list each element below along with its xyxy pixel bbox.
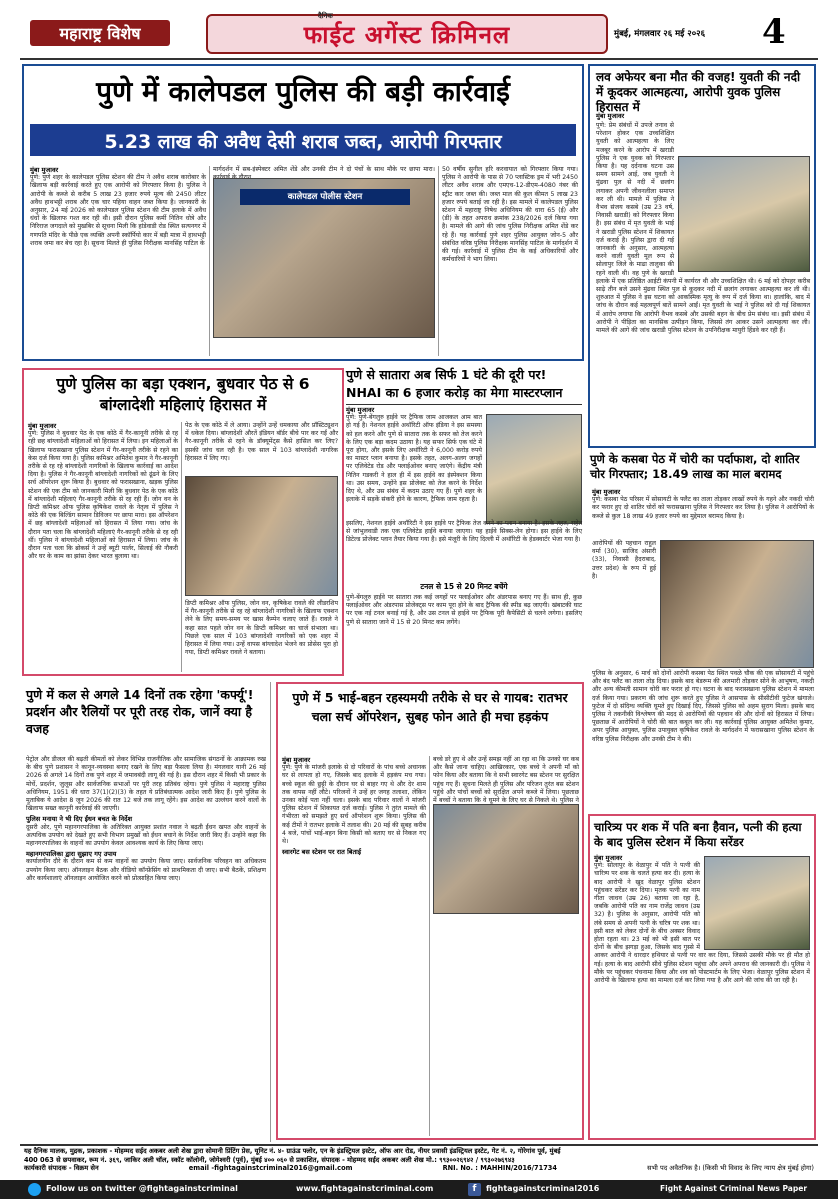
rni-number: RNI. No. : MAHHIN/2016/71734: [442, 1164, 557, 1173]
story5-intro: [592, 488, 814, 538]
story6-byline: मुंबा मुजावर: [594, 854, 623, 862]
story7-subhead2: महानगरपालिका द्वारा सुझाए गए उपाय: [26, 850, 117, 859]
story1-subhead: 5.23 लाख की अवैध देसी शराब जब्त, आरोपी गिरफ्तार: [104, 131, 502, 153]
dateline: मुंबई, मंगलवार २६ मई २०२६: [614, 29, 705, 39]
paper-name: फाईट अगेंस्ट क्रिमिनल: [303, 21, 511, 49]
story4-body-text: पुणे: प्रेम संबंधों में उपजे तनाव से परेशान होकर एक उच्चशिक्षित युवती को आत्महत्या के लिए मजबूर करने के आरोप में खराडी पुलिस ने एक युवक को गिरफ्तार किया है। यह दर्दनाक घटना उस समय सामने आई, जब युवती ने मुंढवा पुल से नदी में छलांग लगाकर अपनी जीवनलीला समाप्त कर ली थी। मामले में पुलिस ने वैभव संजय कसबे (उम्र 23 वर्ष, निवासी खराडी) को गिरफ्तार किया है। इस संबंध में मृत युवती के भाई ने खराडी पुलिस स्टेशन में शिकायत दर्ज कराई है। पुलिस द्वारा दी गई जानकारी के अनुसार, आत्महत्या करने वाली युवती मूल रूप से सोलापुर जिले के माढा तालुका की रहने वाली थी। वह पुणे के खराडी इलाके में एक प्रतिष्ठित आईटी कंपनी में कार्यरत थी और उच्चशिक्षित थी। 6 मई को दोपहर करीब साढ़े तीन बजे उसने मुंढवा स्थित पुल से कूदकर नदी में छलांग लगाकर आत्महत्या कर ली थी। शुरुआत में पुलिस ने इस घटना को आकस्मिक मृत्यु के रूप में दर्ज किया था। हालांकि, बाद में जांच के दौरान कई महत्वपूर्ण बातें सामने आईं। मृत युवती के भाई ने पुलिस को दी गई शिकायत में आरोप लगाया कि आरोपी वैभव कसबे और उसकी बहन के बीच प्रेम संबंध था। इसी संबंध में आरोपी ने पीड़िता का मानसिक उत्पीड़न किया, जिससे तंग आकर उसने आत्महत्या कर ली। मामले की आगे की जांच खराडी पुलिस स्टेशन के उपनिरीक्षक मायुरी हिंडवे कर रही हैं।: [596, 122, 810, 335]
story7-rule: [270, 682, 271, 1142]
story1-col1-text: पुणे: पुणे शहर के कालेपडल पुलिस स्टेशन की टीम ने अवैध शराब कारोबार के खिलाफ बड़ी कार्रवाई करते हुए एक आरोपी को गिरफ्तार किया है। पुलिस ने आरोपी के कब्जे से करीब 5 लाख 23 हजार रुपये मूल्य की 2450 लीटर अवैध हाथभट्टी शराब और एक चार पहिया वाहन जब्त किया है। जानकारी के अनुसार, 24 मई 2026 को कालेपडल पुलिस स्टेशन की टीम इलाके में अवैध धंधों के खिलाफ गश्त कर रही थी। इसी दौरान पुलिस कर्मी नितिन धोत्रे और निरिराज जगदाले को मुखबिर से सूचना मिली कि हांडेवाडी रोड स्थित सत्यनगर में गणपति मंदिर के पीछे एक व्यक्ति अपनी स्कॉर्पियो कार में बड़ी मात्रा में हाथभट्टी शराब जमा कर बेच रहा है। सूचना मिलते ही पुलिस निरीक्षक मानसिंह पाटिल के: [30, 174, 206, 247]
website-link[interactable]: www.fightagainstcriminal.com: [296, 1184, 434, 1193]
page-number: 4: [762, 12, 786, 52]
story6-headline: चारित्र्य पर शक में पति बना हैवान, पत्नी की हत्या के बाद पुलिस स्टेशन में किया सरेंडर: [594, 820, 802, 849]
imprint-line3: [24, 1164, 814, 1173]
email-text: email -fightagainstcriminal2016@gmail.com: [188, 1164, 353, 1173]
story2-col1: [28, 422, 178, 672]
story8-headline: पुणे में 5 भाई-बहन रहस्यमयी तरीके से घर से गायब: रातभर चला सर्च ऑपरेशन, सुबह फोन आते ही मचा हड़कंप: [292, 690, 568, 724]
imprint-line2: 400 063 से छपवाकर, रूम नं. ३६९, जाकिर अली चॉल, स्कॉट कॉलोनी, जोगेश्वरी (पूर्व), मुंबई ४०० ०६० से प्रकाशित, संपादक - मोहम्मद सईद अकबर अली शेख मो.: ९९३००२६९४२ / ९९३०२७६९४३: [24, 1155, 515, 1164]
story7-body2: दूसरी ओर, पुणे महानगरपालिका के अतिरिक्त आयुक्त प्रशांत नवाल ने बढ़ती ईंधन खपत और वाहनों के अत्यधिक उपयोग को देखते हुए सभी विभाग प्रमुखों को ईंधन बचाने के निर्देश जारी किए हैं। उन्होंने कहा कि महानगरपालिका के वाहनों का उपयोग केवल आवश्यक कार्य के लिए किया जाए।: [26, 823, 266, 848]
story5-headline: पुणे के कसबा पेठ में चोरी का पर्दाफाश, दो शातिर चोर गिरफ्तार; 18.49 लाख का माल बरामद: [590, 452, 800, 481]
story8-rule: [429, 756, 430, 1136]
pre-title: दैनिक: [318, 12, 333, 20]
footer-tagline: Fight Against Criminal News Paper: [660, 1184, 808, 1193]
story2-headline: पुणे पुलिस का बड़ा एक्शन, बुधवार पेठ से 6 बांग्लादेशी महिलाएं हिरासत में: [56, 375, 310, 414]
story8-photo: [433, 804, 579, 914]
story4-headline: लव अफेयर बना मौत की वजह! युवती की नदी में कूदकर आत्महत्या, आरोपी युवक पुलिस हिरासत में: [596, 70, 801, 114]
story2-col3: डिप्टी कमिश्नर ऑफ पुलिस, जोन वन, कृषिकेश रावले की लीडरशिप में गैर-कानूनी तरीके से रह रहे बांग्लादेशी नागरिकों के खिलाफ एक्शन लेने के लिए समय-समय पर खास कैम्पेन चलाए जाते हैं। रावले ने कहा सात पहले जोन वन के डिप्टी कमिश्नर का चार्ज संभाला था। पिछले एक साल में 103 बांग्लादेशी नागरिकों को एक शहर में हिरासत में लिया गया। उन्हें वापस बांग्लादेश भेजने का प्रोसेस पूरा हो गया, डिप्टी कमिश्नर रावले ने बताया।: [185, 600, 338, 657]
story8-col1: [282, 756, 426, 1136]
masthead-rule: [20, 58, 818, 60]
story7-body3: कार्यालयीन दौरे के दौरान कम से कम वाहनों का उपयोग किया जाए। सार्वजनिक परिवहन का अधिकतम उपयोग किया जाए। ऑनलाइन बैठक और वीडियो कॉन्फ्रेंसिंग को प्राथमिकता दी जाए। सभी बैठकें, प्रशिक्षण और कार्यशालाएं ऑनलाइन आयोजित करने को प्रोत्साहित किया जाए।: [26, 858, 266, 882]
story3-col3: पुणे-बेंगलुरु हाईवे पर सातारा तक कई जगहों पर फ्लाईओवर और अंडरपास बनाए गए हैं। साथ ही, कुछ फ्लाईओवर और अंडरपास प्रोजेक्ट्स पर काम पूरा होने के बाद ट्रैफिक की स्पीड बढ़ जाएगी। खंबाटकी घाट पर एक नई टनल बनाई गई है, और उस टनल से हाईवे पर ट्रैफिक पूरी कैपेसिटी से चलने लगेगा। इसलिए पुणे से सातारा जाने में 15 से 20 मिनट कम लगेंगे।: [346, 594, 582, 626]
footer-rule: [20, 1144, 818, 1146]
story4-photo: [678, 156, 810, 272]
story3-col1: [346, 406, 582, 518]
story3-col1-text: पुणे: पुणे-बेंगलुरु हाईवे पर ट्रैफिक जाम आजकल आम बात हो गई है। नेशनल हाईवे अथॉरिटी ऑफ इंडिया ने इस समस्या को हल करने और पुणे से सातारा तक के सफर को तेज करने के लिए एक बड़ा कदम उठाया है। यह सफर सिर्फ एक घंटे में पूरा होगा, और इसके लिए अथॉरिटी ने 6,000 करोड़ रुपये का मास्टर प्लान बनाया है। इसके तहत, अलग-अलग जगहों पर एलिवेटेड रोड और फ्लाईओवर बनाए जाएंगे। केंद्रीय मंत्री नितिन गडकरी ने हाल ही में इस हाईवे का इंस्पेक्शन किया था। उस समय, उन्होंने इस प्रोजेक्ट को तेज करने के निर्देश दिए थे, और उस संबंध में कदम उठाए गए हैं। पुणे शहर के इलाके में सड़कें संकरी होने के कारण, ट्रैफिक जाम रहता है।: [346, 414, 482, 504]
story6-photo: [704, 856, 810, 950]
imprint-line1: यह दैनिक मालक, मुद्रक, प्रकाशक - मोहम्मद सईद अकबर अली शेख द्वारा सोमानी प्रिंटिंग प्रेस, यूनिट नं. ४- ग्राऊंड फ्लोर, एन के इंडस्ट्रियल इस्टेट, ऑफ आर रोड, नीयर प्रवासी इंडस्ट्रियल इस्टेट, गेट नं. २, गोरेगांव पूर्व, मुंबई: [24, 1147, 561, 1155]
facebook-icon: f: [468, 1183, 481, 1196]
story4-body: [596, 122, 810, 444]
photo-sign: कालेपडल पोलीस स्टेशन: [240, 189, 410, 205]
facebook-handle[interactable]: fightagainstcriminal2016: [486, 1184, 600, 1193]
story3-col2: इसलिए, नेशनल हाईवे अथॉरिटी ने इस हाईवे पर ट्रैफिक तेज करने का प्लान बनाया है। इसके तहत, राहेत से जांभुलवाडी तक एक एलिवेटेड हाईवे बनाया जाएगा। यह हाईवे सिक्स-लेन होगा। इस हाईवे के लिए डिटेल्ड प्रोजेक्ट प्लान तैयार किया गया है। इसे मंजूरी के लिए दिल्ली में अथॉरिटी के हेडक्वार्टर भेजा गया है।: [346, 520, 582, 544]
story8-byline: मुंबा मुजावर: [282, 756, 311, 764]
story8-col1-text: पुणे: पुणे के मांजरी इलाके से दो परिवारों के पांच बच्चे अचानक घर से लापता हो गए, जिसके बाद इलाके में हड़कंप मच गया। बच्चे स्कूल की छुट्टी के दौरान घर से बाहर गए थे और देर शाम तक वापस नहीं लौटे। परिजनों ने उन्हें हर जगह तलाशा, लेकिन उनका कोई पता नहीं चला। इसके बाद परिवार वालों ने मांजरी पुलिस स्टेशन में शिकायत दर्ज कराई। पुलिस ने तुरंत मामले की गंभीरता को समझते हुए सर्च ऑपरेशन शुरू किया। पुलिस की कई टीमों ने रातभर इलाके में तलाश की। 20 मई की सुबह करीब 4 बजे, पांचों भाई-बहन बिना किसी को बताए घर से निकल गए थे।: [282, 764, 426, 846]
story5-body: पुलिस के अनुसार, 6 मार्च को दोनों आरोपी कसबा पेठ स्थित पवळे चौक की एक सोसायटी में पहुंचे और बंद फ्लैट का ताला तोड़ दिया। इसके बाद बेडरूम की अलमारी तोड़कर सोने के आभूषण, नकदी और अन्य कीमती सामान चोरी कर फरार हो गए। घटना के बाद फरासखाना पुलिस स्टेशन में मामला दर्ज किया गया। प्रकरण की जांच शुरू करते हुए पुलिस ने आसपास के सीसीटीवी फुटेज खंगाले। फुटेज में दो संदिग्ध व्यक्ति घूमते हुए दिखाई दिए, जिससे पुलिस को अहम सुराग मिला। इसके बाद पुलिस ने तकनीकी विश्लेषण की मदद से आरोपियों की पहचान की और दोनों को हिरासत में लिया। पूछताछ में आरोपियों ने चोरी की बात कबूल कर ली। यह कार्रवाई पुलिस आयुक्त अमितेश कुमार, अपर पुलिस आयुक्त, पुलिस उपायुक्त कृषिकेश रावले के मार्गदर्शन में फरासखाना पुलिस स्टेशन के वरिष्ठ पुलिस निरीक्षक और उनकी टीम ने की।: [592, 670, 814, 743]
story1-col3: 50 वर्षीय सुनील हरि करवायात को गिरफ्तार किया गया। पुलिस ने आरोपी के पास से 70 प्लास्टिक ड्रम में भरी 2450 लीटर अवैध शराब और एमएच-12-डीएम-4080 नंबर की स्ट्रीट कार जब्त की। जब्त माल की कुल कीमत 5 लाख 23 हजार रुपये बताई जा रही है। इस मामले में कालेपडल पुलिस स्टेशन में महाराष्ट्र निषेध अधिनियम की धारा 65 (ई) और (डी) के तहत अपराध क्रमांक 238/2026 दर्ज किया गया है। मामले की आगे की जांच पुलिस निरीक्षक अमित शेंडे कर रहे हैं। यह कार्रवाई पुणे शहर पुलिस आयुक्त जोन-5 और संबंधित वरिष्ठ पुलिस निरीक्षक मानसिंह पाटिल के मार्गदर्शन में की गई। कार्रवाई में पुलिस टीम के कई अधिकारियों और कर्मचारियों ने भाग लिया।: [442, 166, 578, 264]
story8-col2-top: [433, 756, 579, 805]
story6-body-text: पुणे: सोलापुर के वेळापुर में पति ने पत्नी की चारित्र्य पर शक के चलते हत्या कर दी। हत्या के बाद आरोपी ने खुद वेळापुर पुलिस स्टेशन पहुंचकर सरेंडर कर दिया। मृतक पत्नी का नाम गीता जाधव (उम्र 26) बताया जा रहा है, जबकि आरोपी पति का नाम राजेंद्र जाधव (उम्र 32) है। पुलिस के अनुसार, आरोपी पति को लंबे समय से अपनी पत्नी के चरित्र पर शक था। इसी बात को लेकर दोनों के बीच अक्सर विवाद होता रहता था। 23 मई को भी इसी बात पर दोनों के बीच झगड़ा हुआ, जिसके बाद गुस्से में आकर आरोपी ने धारदार हथियार से पत्नी पर वार कर दिया, जिससे उसकी मौके पर ही मौत हो गई। हत्या के बाद आरोपी सीधे पुलिस स्टेशन पहुंचा और अपने अपराध की जानकारी दी। पुलिस ने मौके पर पहुंचकर पंचनामा किया और शव को पोस्टमार्टम के लिए भेजा। वेळापुर पुलिस स्टेशन में आरोपी के खिलाफ हत्या का मामला दर्ज कर लिया गया है और आगे की जांच की जा रही है।: [594, 862, 810, 985]
twitter-icon: [28, 1183, 41, 1196]
story1-col2-top: मार्गदर्शन में सब-इंस्पेक्टर अमित शेंडे और उनकी टीम ने दो पंचों के साथ मौके पर छापा मारा।: [213, 166, 435, 173]
story3-subhead: टनल से 15 से 20 मिनट बचेंगे: [420, 582, 508, 591]
jurisdiction-note: सभी पद अवैतनिक है। (किसी भी विवाद के लिए न्याय क्षेत्र मुंबई होगा): [647, 1164, 814, 1173]
section-label-text: महाराष्ट्र विशेष: [59, 24, 141, 43]
story2-byline: मुंबा मुजावर: [28, 422, 57, 430]
story8-col2-text: बच्चे डरे हुए थे और उन्हें समझ नहीं आ रहा था कि उनको घर कब और कैसे जाना चाहिए। आखिरकार, एक बच्चे ने अपनी माँ को फोन किया और बताया कि वे सभी स्वारगेट बस स्टेशन पर सुरक्षित पहुंच गए हैं। सूचना मिलते ही पुलिस और परिजन तुरंत बस स्टेशन पहुंचे और पांचों बच्चों को सुरक्षित अपने कब्जे में लिया। पूछताछ में बच्चों ने बताया कि वे घूमने के लिए घर से निकले थे। पुलिस ने: [433, 756, 579, 805]
story3-headline: पुणे से सातारा अब सिर्फ 1 घंटे की दूरी पर! NHAI का 6 हजार करोड़ का मेगा मास्टरप्लान: [346, 367, 563, 400]
story7-subhead1: पुलिस मनाया ने भी दिए ईंधन बचत के निर्देश: [26, 815, 132, 824]
story5-intro-text: पुणे: कसबा पेठ परिसर में सोसायटी के फ्लैट का ताला तोड़कर लाखों रुपये के गहने और नकदी चोरी कर फरार हुए दो शातिर चोरों को फरासखाना पुलिस ने गिरफ्तार कर लिया है। पुलिस ने आरोपियों के कब्जे से कुल 18 लाख 49 हजार रुपये का मुद्देमाल बरामद किया है।: [592, 496, 814, 520]
story6-body: [594, 854, 810, 1136]
story1-rule2: [438, 166, 439, 356]
story2-photo: [185, 476, 338, 596]
footer-imprint: [24, 1147, 814, 1173]
story2-col1-text: पुणे: पुलिस ने बुधवार पेठ के एक कोठे में गैर-कानूनी तरीके से रह रही छह बांग्लादेशी महिलाओं को हिरासत में लिया। इन महिलाओं के खिलाफ फरासखाना पुलिस स्टेशन में गैर-कानूनी तरीके से रहने का केस दर्ज किया गया है। पुलिस कमिश्नर अमितेश कुमार ने गैर-कानूनी तरीके से रह रहे बांग्लादेशी नागरिकों के खिलाफ कार्रवाई का आदेश दिया है। पुलिस ने गैर-कानूनी बांग्लादेशी नागरिकों को ढूंढने के लिए सर्च ऑपरेशन शुरू किया है। बुधवार को फरासखाना, खड़क पुलिस स्टेशन की एक टीम को जानकारी मिली कि बुधवार पेठ के एक कोठे में बांग्लादेशी महिलाएं गैर-कानूनी तरीके से रह रही हैं। जोन वन के डिप्टी कमिश्नर ऑफ पुलिस कृषिकेश रावले के नेतृत्व में पुलिस ने कोठे की एक बिल्डिंग सामान डिविजन पर छापा मारा। इस ऑपरेशन में छह बांग्लादेशी महिलाओं को हिरासत में लिया गया। जांच के दौरान पता चला कि बांग्लादेशी महिलाएं गैर-कानूनी तरीके से रह रही थीं। पुलिस ने बांग्लादेशी महिलाओं को हिरासत में लिया। जांच के दौरान पता चला कि ब्रोकर्स ने उन्हें ब्यूटी पार्लर, सिलाई की नौकरी और घर के काम का झांसा देकर भारत बुलाया था।: [28, 430, 178, 561]
story7-body-text: पेट्रोल और डीजल की बढ़ती कीमतों को लेकर विभिन्न राजनीतिक और सामाजिक संगठनों के आक्रामक रुख के बीच पुणे प्रशासन ने कानून-व्यवस्था बनाए रखने के लिए बड़ा फैसला लिया है। मंगलवार यानी 26 मई 2026 से अगले 14 दिनों तक पुणे शहर में जमावबंदी लागू की गई है। इस दौरान शहर में किसी भी प्रकार के मोर्चे, प्रदर्शन, जुलूस और सार्वजनिक सभाओं पर पूरी तरह प्रतिबंध रहेगा। पुणे पुलिस ने महाराष्ट्र पुलिस अधिनियम, 1951 की धारा 37(1)(2)(3) के तहत ये प्रतिबंधात्मक आदेश जारी किए हैं। पुणे पुलिस के मुताबिक ये आदेश 8 जून 2026 की रात 12 बजे तक लागू रहेंगे। इस आदेश का उल्लंघन करने वालों के खिलाफ सख्त कानूनी कार्रवाई की जाएगी।: [26, 756, 266, 813]
story8-subhead: स्वारगेट बस स्टेशन पर रात बिताई: [282, 848, 362, 857]
story3-photo: [486, 414, 582, 524]
social-handle[interactable]: Follow us on twitter @fightagainstcriminal: [46, 1184, 238, 1193]
story7-body: [26, 756, 266, 1141]
story3-rule: [346, 404, 582, 405]
story1-col1: [30, 166, 206, 356]
story4-byline: मुंबा मुजावर: [596, 112, 625, 120]
story1-rule1: [209, 166, 210, 356]
story5-photo: [660, 540, 814, 668]
story5-narrow: आरोपियों की पहचान राहुल वर्मा (30), साजिद अंसारी (33), निवासी हैदराबाद, उत्तर प्रदेश) के रूप में हुई है।: [592, 540, 656, 580]
story3-byline: मुंबा मुजावर: [346, 406, 375, 414]
masthead: [0, 0, 838, 60]
story1-photo: [213, 178, 435, 338]
story5-byline: मुंबा मुजावर: [592, 488, 621, 496]
story7-headline: पुणे में कल से अगले 14 दिनों तक रहेगा 'कर्फ्यू'! प्रदर्शन और रैलियों पर पूरी तरह रोक, जानें क्या है वजह: [26, 687, 254, 736]
executive-editor: कार्यकारी संपादक - विक्रम सेन: [24, 1164, 99, 1173]
story1-byline: मुंबा मुजावर: [30, 166, 59, 174]
story2-rule: [181, 422, 182, 672]
story1-headline: पुणे में कालेपडल पुलिस की बड़ी कार्रवाई: [96, 75, 510, 108]
story2-col2: पेठ के एक कोठे में ले आया। उन्होंने उन्हें धमकाया और प्रॉस्टिट्यूशन में धकेल दिया। बांग्लादेशी औरतें इंडियन बॉर्डर बीचे पार कर गईं और गैर-कानूनी तरीके से रहने के डॉक्यूमेंट्स कैसे हासिल कर लिए? इसकी जांच चल रही है। एक साल में 103 बांग्लादेशी नागरिक हिरासत में लिए गए।: [185, 422, 338, 462]
